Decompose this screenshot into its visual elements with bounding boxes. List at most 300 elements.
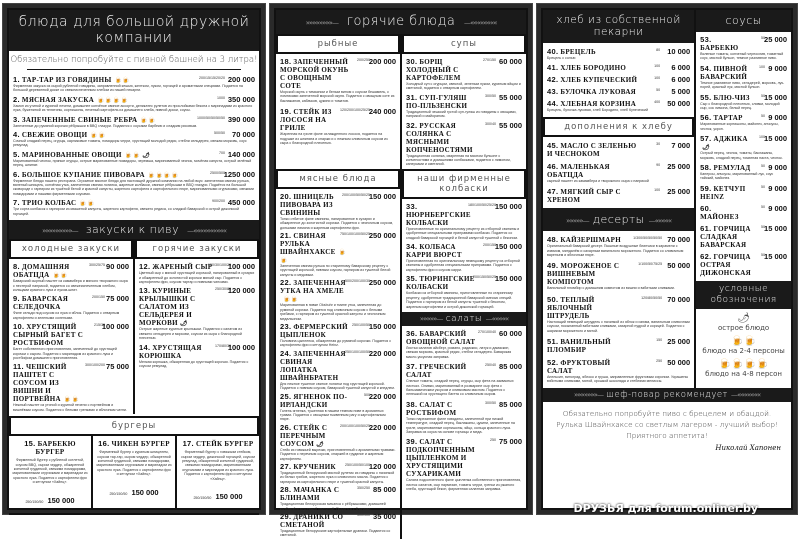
item-price: 10 000 bbox=[667, 47, 691, 56]
item-number: 18. bbox=[280, 57, 292, 66]
item-title: ПИВНОЙ БАВАРСКИЙ bbox=[700, 64, 748, 81]
wheat-ornament-right-icon: —«««««««« bbox=[464, 19, 497, 27]
menu-item bbox=[402, 242, 526, 272]
legend-label: блюдо на 2-4 персоны bbox=[702, 346, 785, 355]
menu-item bbox=[696, 113, 791, 131]
item-weight: 250/150/50 bbox=[193, 496, 212, 500]
menu-item bbox=[543, 337, 694, 354]
item-name bbox=[547, 87, 690, 96]
meat-title: мясные блюда bbox=[276, 169, 400, 189]
item-price: 150 000 bbox=[215, 492, 243, 501]
sausages-list bbox=[402, 199, 526, 309]
item-price: 50 000 bbox=[667, 261, 691, 271]
beer-mugs-icon: 🍺🍺 bbox=[63, 397, 80, 404]
menu-item bbox=[696, 224, 791, 249]
item-weight: 900/200 bbox=[212, 199, 225, 204]
item-description: Баварский сырный паштет из камамбера и мягкого творожного сыра с нестерой паприкой, подается со свежеиспеченным хлебом, кольцами красного лука и луком-шнит. bbox=[13, 279, 128, 292]
item-description: Сыр с благородной плесенью, сливки, молодой сыр, сок лимона, белый перец. bbox=[700, 101, 780, 111]
menu-item bbox=[543, 141, 694, 158]
menu-item bbox=[276, 322, 400, 348]
beer-mugs-icon: 🍺🍺 bbox=[280, 250, 347, 265]
item-number: 7. bbox=[13, 198, 20, 208]
meat-list bbox=[276, 189, 400, 538]
item-price: 50 000 bbox=[667, 358, 691, 368]
item-title: ДОМАШНЯЯ ОБАТЦДА bbox=[13, 263, 70, 280]
item-title: ЗАПЕЧЕННЫЕ СВИНЫЕ РЕБРА bbox=[21, 115, 138, 124]
item-title: ХЛЕБ КУПЕЧЕСКИЙ bbox=[560, 76, 638, 85]
item-description: Вяленые томаты, копченый чернослив, томатный соус, мясной бульон, темное разливное пиво. bbox=[700, 52, 784, 61]
item-price: 70 000 bbox=[232, 130, 255, 140]
item-title: ТАРТАР bbox=[713, 114, 743, 123]
item-price: 390 000 bbox=[227, 114, 255, 124]
item-number: 55. bbox=[700, 92, 712, 102]
menu-item bbox=[9, 198, 259, 216]
item-number: 28. bbox=[280, 485, 292, 495]
item-description: Дня нежное тушеное свиное лопатки под хрустящей корочкой. Подается с пивным соусом, баварской тушеной капустой и кнедлем. bbox=[280, 381, 395, 391]
legend-title bbox=[696, 281, 791, 309]
item-price: 200 000 bbox=[368, 57, 396, 66]
item-price: 7 000 bbox=[671, 140, 691, 150]
chef-title: шеф-повар рекомендует bbox=[606, 389, 728, 400]
item-weight: 270/100/40 bbox=[478, 329, 496, 334]
item-weight: 50 bbox=[761, 184, 765, 189]
item-number: 48. bbox=[547, 235, 559, 245]
item-price: 150 000 bbox=[494, 242, 522, 252]
item-weight: 250/150/50 bbox=[109, 491, 128, 496]
item-title: КАЙЗЕРШМАРН bbox=[560, 236, 621, 245]
menu-item bbox=[9, 75, 259, 93]
item-title: МАЛЕНЬКАЯ ОБАТЦДА bbox=[547, 162, 610, 179]
chili-icon: 🌶 bbox=[737, 312, 750, 324]
item-description: Тонко отбитое филе свинины, панированное в сухарях и обжаренное до золотистой корочки. Подается с чесночным соусом, дольками лимона и жареным картофелем фри. bbox=[280, 216, 394, 230]
item-price: 75 000 bbox=[106, 362, 129, 372]
item-description: сырный паштет из камамбера и творожного сыра с паприкой bbox=[547, 178, 649, 183]
item-number: 13. bbox=[139, 286, 151, 296]
item-price: 150 000 bbox=[368, 321, 396, 331]
item-number: 58. bbox=[700, 163, 712, 173]
mugs-4-icon: 🍺🍺🍺🍺 bbox=[718, 358, 769, 370]
item-title: СУП-ГУЛЯШ ПО-ПЛЬЗЕНСКИ bbox=[406, 93, 468, 110]
item-price: 250 000 bbox=[368, 278, 396, 288]
item-description: Филе сельди под соусом из лука и яблок. Подается с отварным картофелем и зелеными солеными. bbox=[13, 311, 120, 320]
legend-title-line-2: обозначения bbox=[710, 294, 777, 305]
menu-item bbox=[402, 202, 526, 240]
item-description: Традиционная солянка, сваренная на мясном бульоне с копченостями и домашними колбасками, подается с лимоном, каперсами и сметаной. bbox=[406, 153, 511, 167]
item-description: Салата подкопченного филе цыпленка собственного приготовления, листья салатов, сыр пармезан, томаты черри, гренки из ржаного хлеба, хрустящий бекон, фирменная салатная заправка. bbox=[406, 478, 522, 492]
item-weight: 200/150/50/25 bbox=[473, 275, 496, 280]
item-price: 9 000 bbox=[768, 63, 787, 73]
item-description: Сочный сладкий перец, огурцы, карликовые томаты, помидоры черри, хрустящий молодой редис, стебли сельдерея, свежая морковь, соус ремулад. bbox=[13, 139, 247, 148]
item-number: 53. bbox=[700, 35, 712, 44]
item-description: Фирменный бургер с говяжьим стейком, сыром чеддер, дижонской горчицей, соусом ремулад, обжаренной копченой грудинкой, свежими помидорами, маринованными огурчиками и маринадом из красного лука. Подается с картофелем фри и кетчупом «Хайнц». bbox=[181, 450, 255, 481]
item-number: 39. bbox=[406, 437, 418, 447]
menu-item bbox=[276, 462, 400, 484]
item-description: Фирменное блюдо нашего ресторана. Огромное мясное блюдо для настоящей дружной компании на любой вкус: запеченная свиная рулька, вяленый шницель, копчёная утка, запеченная свиная лопатка, жареные колбаски, свиные рёбрышки в BBQ глазури. Подаётся на большой сковороде с гарниром из тушёной белой и красной капусты, жареного картофеля и картофельного пюре, маринованными огурчиками, свежими помидорами и нашими фирменными соусами. bbox=[13, 178, 254, 196]
menu-item bbox=[543, 358, 694, 384]
item-price: 90 000 bbox=[106, 262, 129, 272]
item-price: 60 000 bbox=[499, 57, 522, 66]
beer-mugs-icon: 🍺🍺 bbox=[52, 273, 69, 280]
item-price: 240 000 bbox=[368, 107, 396, 117]
item-weight: 1000/50/50/50/50 bbox=[197, 115, 225, 120]
item-description: Традиционный чешский густой суп-гуляш из говядины с овощами, паприкой и майораном. bbox=[406, 109, 517, 119]
item-weight: 500/200/100/30 bbox=[345, 279, 370, 284]
item-weight: 200/150 bbox=[483, 243, 496, 248]
item-description: Каперсы, анчоусы, маринованный лук, соус тайский, майонез. bbox=[700, 172, 774, 181]
item-number: 44. bbox=[547, 99, 559, 109]
item-weight: 180/100/50/25/20 bbox=[468, 202, 496, 207]
item-name bbox=[547, 141, 690, 158]
chili-icon: 🌶 bbox=[142, 152, 151, 159]
item-number: 31. bbox=[406, 92, 418, 102]
item-weight: 250/30/80 bbox=[215, 287, 231, 292]
item-title: КРУЧЕНИК bbox=[293, 462, 336, 471]
item-weight: 150 bbox=[656, 338, 663, 343]
menu-item bbox=[9, 150, 259, 168]
item-weight: 250/40 bbox=[485, 363, 496, 368]
item-title: ЯГНЕНОК ПО-ИРЛАНДСКИ bbox=[280, 392, 348, 409]
item-title: АДЖИКА bbox=[713, 135, 748, 144]
item-weight: 500 bbox=[364, 392, 370, 397]
salads-title: салаты bbox=[445, 313, 483, 324]
beer-mugs-icon: 🍺🍺 bbox=[283, 297, 299, 304]
menu-item bbox=[9, 130, 259, 148]
item-title: МЯСНАЯ ЗАКУСКА bbox=[21, 95, 95, 104]
item-description: Настоящий немецкий штрудель с начинкой из яблок и изюма, ванильным сливочным соусом, посыпанный взбитыми сливками, сахарной пудрой и корицей. Подается с шариком мороженого и мятой. bbox=[547, 319, 690, 333]
item-title: ГОРЧИЦА СЛАДКАЯ БАВАРСКАЯ bbox=[700, 224, 751, 249]
item-description: Темное разливное пиво, сельдерей, морковь, лук-порей, красный лук, мясной бульон. bbox=[700, 80, 785, 90]
beer-mugs-icon: 🍺🍺 bbox=[140, 117, 156, 124]
item-number: 16. bbox=[98, 439, 110, 449]
item-title: ШНИЦЕЛЬ ПИВОВАРА ИЗ СВИНИНЫ bbox=[280, 192, 334, 217]
item-number: 1. bbox=[13, 75, 20, 84]
chili-icon: 🌶 bbox=[702, 145, 711, 152]
item-title: МАЧАНКА С БЛИНАМИ bbox=[280, 486, 340, 503]
item-description: Мелкая корюшка, обжаренная до хрустящей корочки. Подается с соусом ремулад. bbox=[139, 359, 249, 368]
item-price: 100 000 bbox=[227, 262, 255, 272]
item-weight: 700 bbox=[219, 150, 225, 155]
item-price: 55 000 bbox=[499, 120, 522, 130]
item-title: ДРАНИКИ СО СМЕТАНОЙ bbox=[280, 513, 344, 529]
item-price: 25 000 bbox=[764, 35, 787, 44]
item-weight: 500/50 bbox=[214, 131, 225, 136]
item-number: 34. bbox=[406, 242, 418, 252]
item-description: Листья салатов айсберг, романо, радиккио, латук и дамаскин, свежая морковь, красный редис, стебли сельдерея. Баварская масло-уксусная заправка. bbox=[406, 345, 512, 359]
item-price: 60 000 bbox=[499, 328, 522, 338]
sauces-title: соусы bbox=[696, 10, 791, 32]
item-price: 70 000 bbox=[667, 294, 691, 304]
item-description: Традиционные белорусские картофельные драники. Подаются со сметаной. bbox=[280, 529, 391, 538]
item-weight: 50 bbox=[761, 93, 765, 98]
item-weight: 200/100/100/50/25 bbox=[340, 423, 370, 428]
item-number: 43. bbox=[547, 87, 559, 97]
item-number: 14. bbox=[139, 342, 151, 352]
wheat-ornament-right-icon: —««««« bbox=[485, 314, 509, 323]
salads-banner bbox=[402, 312, 526, 326]
legend-label: острое блюдо bbox=[717, 323, 770, 332]
item-weight: 120/80/50/50 bbox=[641, 295, 663, 300]
item-weight: 80 bbox=[656, 48, 661, 52]
menu-item bbox=[543, 235, 694, 257]
salads-list bbox=[402, 329, 526, 492]
item-weight: 215/30 bbox=[94, 323, 105, 328]
fish-title: рыбные bbox=[276, 34, 400, 54]
item-description: Оригинальный баварский десерт. Пышные воздушные блинчики в карамели с изюмом, миндалём и сахарным ванильного мороженого. Подается со сливочным вареньем и яблочным пюре. bbox=[547, 244, 684, 258]
item-number: 8. bbox=[13, 262, 20, 272]
price-row bbox=[180, 484, 256, 503]
beer-mugs-icon: 🍺🍺 bbox=[124, 152, 141, 159]
menu-item bbox=[276, 485, 400, 511]
menu-item bbox=[9, 170, 259, 197]
item-weight: 1000 bbox=[217, 95, 225, 100]
menu-item bbox=[276, 392, 400, 422]
bread-column bbox=[543, 10, 696, 388]
item-number: 45. bbox=[547, 140, 559, 150]
item-title: МОРОЖЕНОЕ С ВИШНЕВЫМ КОМПОТОМ bbox=[547, 262, 620, 287]
legend-label: блюдо на 4-8 персон bbox=[705, 369, 782, 378]
item-title: ГРЕЧЕСКИЙ САЛАТ bbox=[406, 363, 467, 380]
item-name bbox=[547, 63, 690, 72]
item-description: Стейк из говяжьей вырезки, приготовленный с ароматными травами. Подается с перечным соусом, спаржей в грудинке и жареным картофелем. bbox=[280, 447, 396, 461]
item-title: БАВАРСКИЙ ОВОЩНОЙ САЛАТ bbox=[406, 329, 476, 346]
menu-item bbox=[402, 362, 526, 397]
item-number: 26. bbox=[280, 422, 292, 432]
item-weight: 100 bbox=[759, 135, 765, 140]
item-title: РЕМУЛАД bbox=[713, 164, 751, 173]
item-weight: 300/40 bbox=[485, 121, 496, 126]
sausages-title: наши фирменные колбаски bbox=[402, 169, 526, 199]
snacks-banner bbox=[9, 220, 259, 239]
item-title: СТЕЙК БУРГЕР bbox=[195, 440, 254, 449]
desserts-banner bbox=[543, 208, 694, 231]
menu-item bbox=[543, 99, 694, 112]
item-price: 150 000 bbox=[368, 191, 396, 201]
item-number: 10. bbox=[13, 322, 25, 332]
item-name bbox=[180, 439, 256, 448]
item-title: БРЕЦЕЛЬ bbox=[560, 48, 596, 56]
item-weight: 100 bbox=[654, 76, 661, 81]
fish-column bbox=[276, 34, 402, 169]
page-inner bbox=[7, 8, 261, 510]
item-description: Хамон из утиной и куриной печени, домашнее копчёное свиное ассорти, деликатес рулетов из прослойками бекона с маринадами из красного лука, бужениной из телятины, корнишоны, печеный картофель из домашнего хлеба, пивной доски, соусы. bbox=[13, 103, 253, 113]
item-price: 25 000 bbox=[667, 337, 691, 347]
item-description: Острый перец, чеснок, томаты, баклажаны, морковь, сладкий перец, томатная паста, чеснок. bbox=[700, 151, 783, 160]
menu-item bbox=[276, 57, 400, 103]
menu-item bbox=[696, 204, 791, 221]
item-number: 33. bbox=[406, 201, 418, 211]
item-description: Жаренная на гриле филе охлажденного лосося, подается на подушке из шпината и спаржи и с нежным сливочным соусом из сыра с благородной плесенью. bbox=[280, 132, 388, 146]
menu-item bbox=[135, 343, 259, 369]
item-number: 4. bbox=[13, 130, 20, 140]
item-price: 25 000 bbox=[667, 161, 691, 171]
menu-page-bread-desserts bbox=[536, 3, 798, 515]
beer-mugs-icon: 🍺🍺🍺🍺 bbox=[147, 172, 179, 179]
chef-banner bbox=[543, 388, 791, 402]
item-title: БАРБЕКЮ БУРГЕР bbox=[35, 440, 76, 457]
item-description: Брецель, булочка луковая, хлеб Бородино, хлеб Купеческий bbox=[547, 108, 648, 113]
item-weight: 250/100/50/100 bbox=[345, 462, 370, 467]
item-weight: 50 bbox=[761, 114, 765, 119]
item-weight: 50 bbox=[656, 88, 661, 93]
item-title: КУРИНЫЕ КРЫЛЫШКИ С САЛАТОМ ИЗ СЕЛЬДЕРЕЯ И МОРКОВИ bbox=[139, 287, 196, 328]
item-name bbox=[96, 439, 172, 448]
item-title: МАРИНОВАННЫЕ ОВОЩИ bbox=[21, 150, 122, 159]
menu-item bbox=[543, 47, 694, 60]
item-weight: 200/15/15/20/20 bbox=[199, 76, 225, 80]
item-weight: 300/100/200 bbox=[85, 363, 105, 368]
legend-list bbox=[696, 309, 791, 378]
item-number: 36. bbox=[406, 328, 418, 338]
item-price: 100 000 bbox=[227, 342, 255, 352]
group-dishes-title: блюда для большой дружной компании bbox=[9, 10, 259, 51]
item-price: 9 000 bbox=[768, 183, 787, 193]
item-weight: 250/100/50 bbox=[352, 322, 370, 327]
item-weight: 200/100/50/50/25 bbox=[342, 192, 370, 197]
item-description: Фирменный бургер с куриным шницелем, соусом тар-тар, сыром чеддер, обжаренной копченой грудинкой, свежими помидорами, маринованными огурчиками и маринадом из красного лука. Подается с картофелем фри и кетчупом «Хайнц». bbox=[96, 450, 172, 477]
item-title: СТЕЙК ИЗ ЛОСОСЯ НА ГРИЛЕ bbox=[280, 108, 332, 133]
menu-item bbox=[177, 436, 259, 509]
item-price: 150 000 bbox=[47, 495, 75, 505]
item-description: Запеченная свиная рулька по старинному баварскому рецепту с хрустящей корочкой, пивным соусом, гарниром из тушеной белой капусты и медовым. bbox=[280, 264, 391, 277]
hot-dishes-banner bbox=[276, 10, 526, 34]
menu-item bbox=[276, 512, 400, 538]
item-description: Апельсин, виноград, яблоко и груша, заправленные фруктовым сиропом. Украшены взбитыми сливками, мятой, крошкой шоколада и стеблями мелиссы. bbox=[547, 375, 689, 384]
item-price: 9 000 bbox=[768, 113, 787, 123]
bread-list bbox=[543, 43, 694, 113]
soups-title: супы bbox=[402, 34, 526, 54]
menu-item bbox=[543, 261, 694, 290]
chili-icon: 🌶 bbox=[179, 321, 188, 328]
item-description: Традиционный белорусский мясной рулетик из говядины с начинкой из белых грибов, жареного лука и сливочного масла. Подается с гарниром из картофельного пюре и тушеной красной капусты. bbox=[280, 470, 395, 484]
item-title: ЧЕШСКИЙ ПАШТЕТ С СОУСОМ ИЗ ВИШНИ И ПОРТВЕЙНА bbox=[13, 363, 67, 404]
item-number: 6. bbox=[13, 169, 20, 179]
item-price: 85 000 bbox=[499, 362, 522, 372]
menu-item bbox=[543, 187, 694, 204]
menu-item bbox=[402, 57, 526, 91]
menu-item bbox=[9, 362, 133, 412]
chili-icon: 🌶 bbox=[316, 441, 325, 448]
item-weight: 350/250 bbox=[357, 486, 370, 491]
item-weight: 150/30/100/20 bbox=[208, 263, 231, 268]
item-price: 35 000 bbox=[373, 512, 396, 521]
hot-snacks-title: горячие закуски bbox=[135, 239, 259, 259]
wheat-ornament-left-icon: »»»»»»»»»— bbox=[42, 227, 78, 236]
item-title: БУЛОЧКА ЛУКОВАЯ bbox=[560, 88, 637, 97]
chef-signature: Николай Хапонен bbox=[715, 443, 781, 452]
item-title: ХЛЕБ БОРОДИНО bbox=[560, 64, 627, 73]
item-number: 49. bbox=[547, 261, 559, 271]
item-number: 62. bbox=[700, 251, 712, 261]
menu-item bbox=[276, 423, 400, 461]
sauces-list bbox=[696, 32, 791, 277]
item-description: Спелые томаты, сладкий перец, огурцы, сыр фета на заквасных листьях. Оливки, маринованный в розмарине сыр фета с бальзамическим уксусом и оливковым маслом. Подается с лепешкой из хрустящего багета со сливочным сыром. bbox=[406, 379, 514, 397]
item-title: МАСЛО С ЗЕЛЕНЬЮ И ЧЕСНОКОМ bbox=[547, 141, 637, 158]
item-weight: 50 bbox=[761, 224, 765, 229]
menu-item bbox=[276, 231, 400, 277]
item-price: 5 000 bbox=[671, 87, 691, 97]
item-number: 19. bbox=[280, 107, 292, 117]
item-title: ЗАПЕЧЕННАЯ УТКА НА ХМЕЛЕ bbox=[280, 279, 346, 296]
item-weight: 1/300/50/50/50/50 bbox=[633, 236, 663, 241]
item-title: ЧИКЕН БУРГЕР bbox=[111, 440, 170, 449]
item-description: Морской окунь с тимьяном и белым вином с соусом бешамель, с ломтиками запеченной морской окуня. Подается с овощным соте из баклажанов, кабачков, цукини и томатов. bbox=[280, 90, 395, 103]
menu-item bbox=[402, 400, 526, 435]
item-number: 52. bbox=[547, 358, 559, 368]
item-description: Традиционная белорусская мачанка с рёбрышками, домашней колбасой и хрустящей свининой. Подается с блинами. bbox=[280, 502, 386, 511]
item-description: Голень ягненка, тушенная в нашем темном пиве в ароматных травах. Подается с овощным тыквенным рагу и картофельным пюре. bbox=[280, 408, 386, 422]
item-number: 20. bbox=[280, 191, 292, 201]
menu-item bbox=[135, 286, 259, 340]
menu-item bbox=[696, 64, 791, 90]
menu-item bbox=[543, 295, 694, 333]
item-price: 1250 000 bbox=[223, 169, 255, 179]
menu-item bbox=[402, 93, 526, 119]
item-weight: 300/50 bbox=[485, 93, 496, 98]
item-title: МЯГКИЙ СЫР С ХРЕНОМ bbox=[547, 188, 621, 205]
item-name bbox=[547, 75, 690, 84]
item-number: 40. bbox=[547, 47, 559, 56]
item-price: 75 000 bbox=[499, 437, 522, 447]
item-title: КЕТЧУП HEINZ bbox=[700, 184, 746, 201]
menu-item bbox=[9, 322, 133, 360]
item-price: 250 000 bbox=[368, 231, 396, 241]
item-price: 85 000 bbox=[373, 485, 396, 495]
menu-item bbox=[276, 349, 400, 391]
item-title: ХЛЕБНАЯ КОРЗИНА bbox=[560, 100, 637, 109]
burgers-title: бургеры bbox=[9, 416, 259, 436]
item-title: ТАР-ТАР ИЗ ГОВЯДИНЫ bbox=[21, 76, 112, 84]
menu-item bbox=[135, 262, 259, 284]
menu-item bbox=[9, 262, 133, 292]
meat-sausages-row bbox=[276, 169, 526, 539]
bread-title: хлеб из собственной пекарни bbox=[543, 10, 694, 43]
menu-item bbox=[696, 184, 791, 201]
item-price: 6 000 bbox=[671, 75, 691, 85]
item-description: Маринованная в пивке Oksbuhr и тмине утка, запеченная до румяной корочки. Подается под сливочным соусом с белыми грибами, с гарниром из тушеной красной капусты и чесночным медальоном. bbox=[280, 303, 386, 321]
menu-item bbox=[9, 95, 259, 113]
item-title: ВАНИЛЬНЫЙ ПЛОМБИР bbox=[547, 338, 611, 355]
menu-page-hot-dishes bbox=[269, 3, 533, 538]
item-weight: 250/150/50 bbox=[25, 499, 44, 504]
item-price: 25 000 bbox=[667, 187, 691, 197]
item-price: 15 000 bbox=[764, 92, 787, 102]
chef-recommendation bbox=[543, 402, 791, 441]
snacks-title: закуски к пиву bbox=[85, 223, 180, 237]
top-row bbox=[543, 10, 791, 388]
item-description: Тонко нарезанное филе говядины, запеченной при низкой температуре, сладкий перец, баклажаны, цукини, запеченные на гриле, маринованные корнишоны, яйцо, кольца красного лука. Заправка из соуса на основе горчицы и меда. bbox=[406, 416, 515, 434]
price-row bbox=[12, 488, 88, 507]
menu-item bbox=[276, 192, 400, 230]
item-number: 32. bbox=[406, 120, 418, 130]
page-inner bbox=[274, 8, 528, 538]
bread-extras-list bbox=[543, 137, 694, 204]
sausages-column bbox=[402, 169, 526, 539]
chef-line: Обязательно попробуйте пиво с брецелем и обацдой. bbox=[562, 408, 772, 418]
item-price: 15 000 bbox=[764, 134, 787, 144]
item-title: БОЛЬШОЕ КУПАНИЕ ПИВОВАРА bbox=[21, 170, 145, 179]
item-price: 50 000 bbox=[667, 99, 691, 109]
item-weight: 270/150 bbox=[483, 58, 496, 62]
item-number: 5. bbox=[13, 149, 20, 159]
item-number: 29. bbox=[280, 512, 292, 521]
item-weight: 300/25/75 bbox=[89, 263, 105, 268]
item-title: ФЕРМЕРСКИЙ ЦЫПЛЕНОК bbox=[280, 322, 348, 339]
item-title: ТРИО КОЛБАС bbox=[21, 199, 77, 208]
menu-item bbox=[276, 107, 400, 145]
item-price: 220 000 bbox=[368, 391, 396, 401]
menu-item bbox=[402, 329, 526, 359]
item-number: 51. bbox=[547, 337, 559, 347]
